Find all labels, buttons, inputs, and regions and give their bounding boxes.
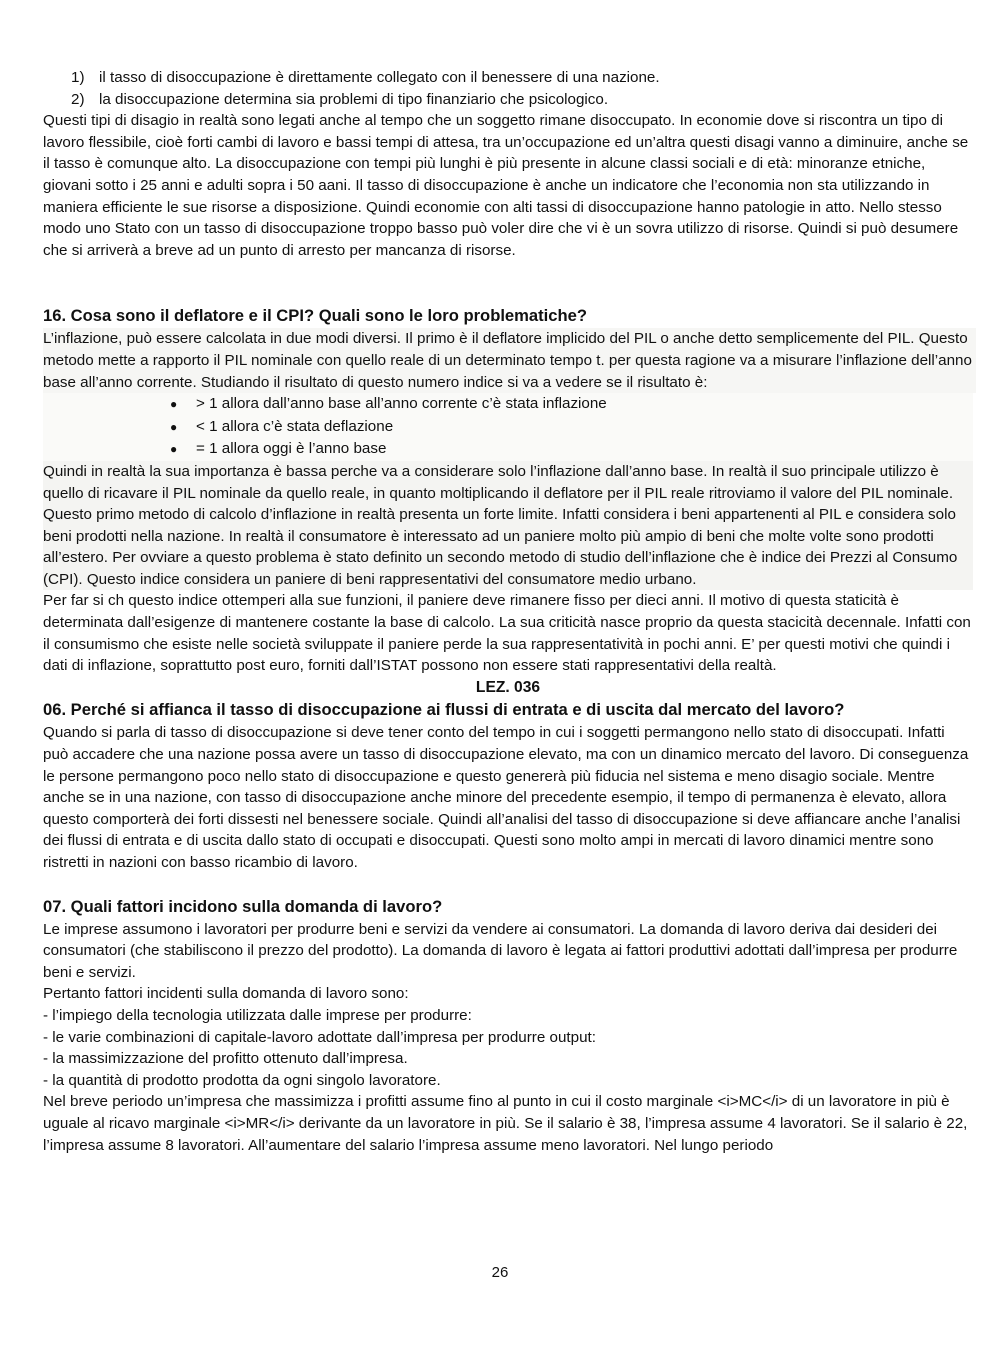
bullet-icon: ● xyxy=(170,442,178,457)
bullet-text: < 1 allora c’è stata deflazione xyxy=(196,417,394,435)
intro-numbered-list xyxy=(43,67,973,110)
list-item xyxy=(71,67,973,89)
q07-paragraph-1: Le imprese assumono i lavoratori per produrre beni e servizi da vendere ai consumatori. La domanda di lavoro deriva dai desideri dei consumatori (che stabiliscono il prezzo del prodotto). La domanda di lavoro è legata ai fattori produttivi adottati dall’impresa per produrre beni e servizi. xyxy=(43,920,958,981)
bullet-icon: ● xyxy=(170,397,178,412)
q16-bullet-list xyxy=(43,393,973,461)
q07-line: - la quantità di prodotto prodotta da ogni singolo lavoratore. xyxy=(43,1071,441,1089)
q07-line: - l’impiego della tecnologia utilizzata dalle imprese per produrre: xyxy=(43,1006,472,1024)
q06-paragraph: Quando si parla di tasso di disoccupazione si deve tener conto del tempo in cui i soggetti permangono nello stato di disoccupati. Infatti può accadere che una nazione possa avere un tasso di disoccupazione elevato, ma con un dinamico mercato del lavoro. Di conseguenza le persone permangono poco nello stato di disoccupazione e questo genererà più fiducia nel sistema e meno disagio sociale. Mentre anche se in una nazione, con tasso di disoccupazione anche minore del precedente esempio, il tempo di permanenza è elevato, allora questo comporterà dei forti dissesti nel benessere sociale. Quindi all’analisi del tasso di disoccupazione si deve affiancare anche l’analisi dei flussi di entrata e di uscita dallo stato di occupati e disoccupati. Questi sono molto ampi in mercati di lavoro dinamici mentre sono ristretti in nazioni con basso ricambio di lavoro. xyxy=(43,724,969,871)
lesson-heading: LEZ. 036 xyxy=(475,678,541,696)
bullet-icon: ● xyxy=(170,419,178,434)
document-page xyxy=(43,67,973,1156)
bullet-text: > 1 allora dall’anno base all’anno corrente c’è stata inflazione xyxy=(196,395,607,413)
list-item xyxy=(170,438,973,461)
intro-paragraph: Questi tipi di disagio in realtà sono legati anche al tempo che un soggetto rimane disoccupato. In economie dove si riscontra un tipo di lavoro flessibile, cioè forti cambi di lavoro e bassi tempi di attesa, tra un’occupazione ed un’altra questi disagi vanno a diminuire, anche se il tasso è comunque alto. La disoccupazione con tempi più lunghi è più presente in alcune classi sociali e di età: minoranze etniche, giovani sotto i 25 anni e adulti sopra i 50 aani. Il tasso di disoccupazione è anche un indicatore che l’economia non sta utilizzando in maniera efficiente le sue risorse a disposizione. Quindi economie con alti tassi di disoccupazione hanno patologie in atto. Nello stesso modo uno Stato con un tasso di disoccupazione troppo basso può voler dire che vi è un sovra utilizzo di risorse. Quindi si può desumere che si arriverà a breve ad un punto di arresto per mancanza di risorse. xyxy=(43,112,969,259)
page-number: 26 xyxy=(491,1264,509,1281)
q16-paragraph-1: L’inflazione, può essere calcolata in due modi diversi. Il primo è il deflatore implicido del PIL o anche detto semplicemente del PIL. Questo metodo mette a rapporto il PIL nominale con quello reale di un determinato tempo t. per questa ragione va a misurare l’inflazione dell’anno base all’anno corrente. Studiando il risultato di questo numero indice si va a vedere se il risultato è: xyxy=(43,328,976,393)
q07-paragraph-2: Pertanto fattori incidenti sulla domanda di lavoro sono: xyxy=(43,985,409,1003)
q07-paragraph-3: Nel breve periodo un’impresa che massimizza i profitti assume fino al punto in cui il costo marginale <i>MC</i> di un lavoratore in più è uguale al ricavo marginale <i>MR</i> derivante da un lavoratore in più. Se il salario è 38, l’impresa assume 4 lavoratori. Se il salario è 22, l’impresa assume 8 lavoratori. All’aumentare del salario l’impresa assume meno lavoratori. Nel lungo periodo xyxy=(43,1093,968,1154)
list-item xyxy=(170,393,973,416)
question-06-title: 06. Perché si affianca il tasso di disoccupazione ai flussi di entrata e di uscita dal mercato del lavoro? xyxy=(43,700,845,720)
bullet-text: = 1 allora oggi è l’anno base xyxy=(196,440,387,458)
list-number: 1) xyxy=(71,69,85,86)
list-text: il tasso di disoccupazione è direttamente collegato con il benessere di una nazione. xyxy=(99,69,660,86)
list-number: 2) xyxy=(71,90,85,108)
question-07-title: 07. Quali fattori incidono sulla domanda di lavoro? xyxy=(43,896,443,916)
q16-paragraph-2: Quindi in realtà la sua importanza è bassa perche va a considerare solo l’inflazione dall’anno base. In realtà il suo principale utilizzo è quello di ricavare il PIL nominale da quello reale, in quanto moltiplicando il deflatore per il PIL reale ritroviamo il valore del PIL nominale. Questo primo metodo di calcolo d’inflazione in realtà presenta un forte limite. Infatti considera i beni appartenenti al PIL e considera solo beni prodotti nella nazione. In realtà il consumatore è interessato ad un paniere molto più ampio di beni che molte volte sono prodotti all’estero. Per ovviare a questo problema è stato definito un secondo metodo di studio dell’inflazione che è indice dei Prezzi al Consumo (CPI). Questo indice considera un paniere di beni rappresentativi del consumatore medio urbano. xyxy=(43,461,973,591)
q07-line: - la massimizzazione del profitto ottenuto dall’impresa. xyxy=(43,1050,408,1068)
q07-line: - le varie combinazioni di capitale-lavoro adottate dall’impresa per produrre output: xyxy=(43,1028,596,1046)
q16-paragraph-3: Per far si ch questo indice ottemperi alla sue funzioni, il paniere deve rimanere fisso per dieci anni. Il motivo di questa staticità è determinata dall’esigenze di mantenere costante la base di calcolo. La sua criticità nasce proprio da questa stacicità decennale. Infatti con il consumismo che esiste nelle società sviluppate il paniere perde la sua rappresentatività in pochi anni. E’ per questi motivi che quindi i dati di inflazione, soprattutto post euro, forniti dall’ISTAT possono non essere stati rappresentativi della realtà. xyxy=(43,592,971,675)
list-item xyxy=(170,416,973,439)
list-item xyxy=(71,89,973,111)
question-16-title: 16. Cosa sono il deflatore e il CPI? Quali sono le loro problematiche? xyxy=(43,306,588,326)
list-text: la disoccupazione determina sia problemi di tipo finanziario che psicologico. xyxy=(99,90,609,108)
